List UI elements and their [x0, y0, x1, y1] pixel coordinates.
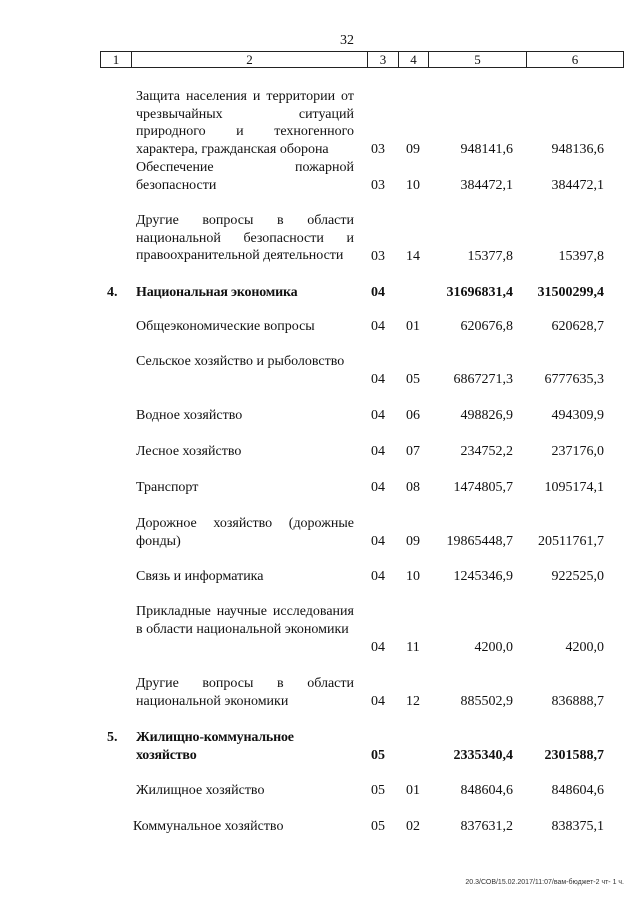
- row-subsection: 01: [406, 319, 420, 334]
- row-name: Другие вопросы в области национальной безопасности и правоохранительной деятельности: [136, 213, 354, 263]
- row-value-5: 498826,9: [460, 408, 513, 423]
- row-name: Коммунальное хозяйство: [133, 819, 284, 834]
- row-value-6: 237176,0: [551, 444, 604, 459]
- row-subsection: 09: [406, 142, 420, 157]
- row-subsection: 08: [406, 480, 420, 495]
- row-subsection: 12: [406, 694, 420, 709]
- row-value-6: 20511761,7: [538, 534, 604, 549]
- row-value-6: 15397,8: [558, 249, 604, 264]
- row-value-6: 4200,0: [565, 640, 604, 655]
- row-section: 03: [371, 142, 385, 157]
- row-value-6: 31500299,4: [537, 285, 604, 300]
- row-section: 04: [371, 372, 385, 387]
- row-section: 04: [371, 480, 385, 495]
- row-subsection: 02: [406, 819, 420, 834]
- row-section: 04: [371, 640, 385, 655]
- row-name: Дорожное хозяйство (дорожные фонды): [136, 516, 354, 549]
- row-value-5: 837631,2: [460, 819, 513, 834]
- row-subsection: 05: [406, 372, 420, 387]
- row-value-6: 384472,1: [551, 178, 604, 193]
- row-subsection: 10: [406, 569, 420, 584]
- row-value-6: 2301588,7: [544, 748, 604, 763]
- row-value-5: 620676,8: [460, 319, 513, 334]
- row-section: 04: [371, 444, 385, 459]
- row-value-6: 922525,0: [551, 569, 604, 584]
- row-value-5: 1245346,9: [453, 569, 513, 584]
- row-name: Другие вопросы в области национальной экономики: [136, 676, 354, 709]
- header-col-5: 5: [429, 52, 527, 67]
- row-name: Лесное хозяйство: [136, 444, 242, 459]
- row-value-6: 1095174,1: [544, 480, 604, 495]
- row-subsection: 10: [406, 178, 420, 193]
- row-subsection: 09: [406, 534, 420, 549]
- row-section: 04: [371, 534, 385, 549]
- row-value-5: 885502,9: [460, 694, 513, 709]
- row-value-5: 15377,8: [467, 249, 513, 264]
- row-name: Прикладные научные исследования в области национальной экономики: [136, 604, 354, 637]
- row-section: 04: [371, 569, 385, 584]
- row-value-6: 6777635,3: [544, 372, 604, 387]
- row-value-5: 6867271,3: [453, 372, 513, 387]
- footer-file-reference: 20.3/СОВ/15.02.2017/11:07/вам-бюджет-2 чт- 1 ч.: [465, 879, 624, 886]
- row-subsection: 06: [406, 408, 420, 423]
- header-col-1: 1: [101, 52, 132, 67]
- row-value-5: 948141,6: [460, 142, 513, 157]
- row-name: Общеэкономические вопросы: [136, 319, 315, 334]
- row-number: 4.: [107, 285, 118, 300]
- header-col-3: 3: [368, 52, 399, 67]
- header-col-6: 6: [571, 52, 579, 67]
- header-col-2: 2: [132, 52, 368, 67]
- row-name: Жилищно-коммунальное хозяйство: [136, 730, 294, 763]
- row-value-6: 948136,6: [551, 142, 604, 157]
- row-value-5: 31696831,4: [446, 285, 513, 300]
- row-name: Жилищное хозяйство: [136, 783, 265, 798]
- row-value-5: 19865448,7: [446, 534, 513, 549]
- row-name: Связь и информатика: [136, 569, 264, 584]
- row-section: 04: [371, 408, 385, 423]
- row-section: 04: [371, 319, 385, 334]
- row-section: 03: [371, 249, 385, 264]
- row-name: Национальная экономика: [136, 285, 298, 300]
- row-subsection: 07: [406, 444, 420, 459]
- row-subsection: 11: [406, 640, 420, 655]
- row-value-5: 384472,1: [460, 178, 513, 193]
- row-value-6: 848604,6: [551, 783, 604, 798]
- row-number: 5.: [107, 730, 118, 745]
- row-value-6: 494309,9: [551, 408, 604, 423]
- row-value-6: 620628,7: [551, 319, 604, 334]
- row-value-5: 2335340,4: [453, 748, 513, 763]
- row-name: Транспорт: [136, 480, 199, 495]
- row-name: Защита населения и территории от чрезвычайных ситуаций природного и техногенного характера, гражданская оборона: [136, 89, 354, 157]
- row-name: Обеспечение пожарной безопасности: [136, 160, 354, 193]
- page-number: 32: [340, 33, 354, 48]
- row-value-5: 4200,0: [474, 640, 513, 655]
- row-value-5: 234752,2: [460, 444, 513, 459]
- row-subsection: 14: [406, 249, 420, 264]
- row-name: Водное хозяйство: [136, 408, 243, 423]
- row-section: 04: [371, 285, 385, 300]
- row-section: 05: [371, 783, 385, 798]
- row-section: 05: [371, 748, 385, 763]
- header-col-4: 4: [399, 52, 429, 67]
- row-name: Сельское хозяйство и рыболовство: [136, 354, 345, 369]
- row-value-5: 1474805,7: [453, 480, 513, 495]
- table-header: [100, 51, 624, 68]
- row-value-5: 848604,6: [460, 783, 513, 798]
- row-value-6: 838375,1: [551, 819, 604, 834]
- row-subsection: 01: [406, 783, 420, 798]
- row-section: 03: [371, 178, 385, 193]
- row-section: 04: [371, 694, 385, 709]
- row-section: 05: [371, 819, 385, 834]
- row-value-6: 836888,7: [551, 694, 604, 709]
